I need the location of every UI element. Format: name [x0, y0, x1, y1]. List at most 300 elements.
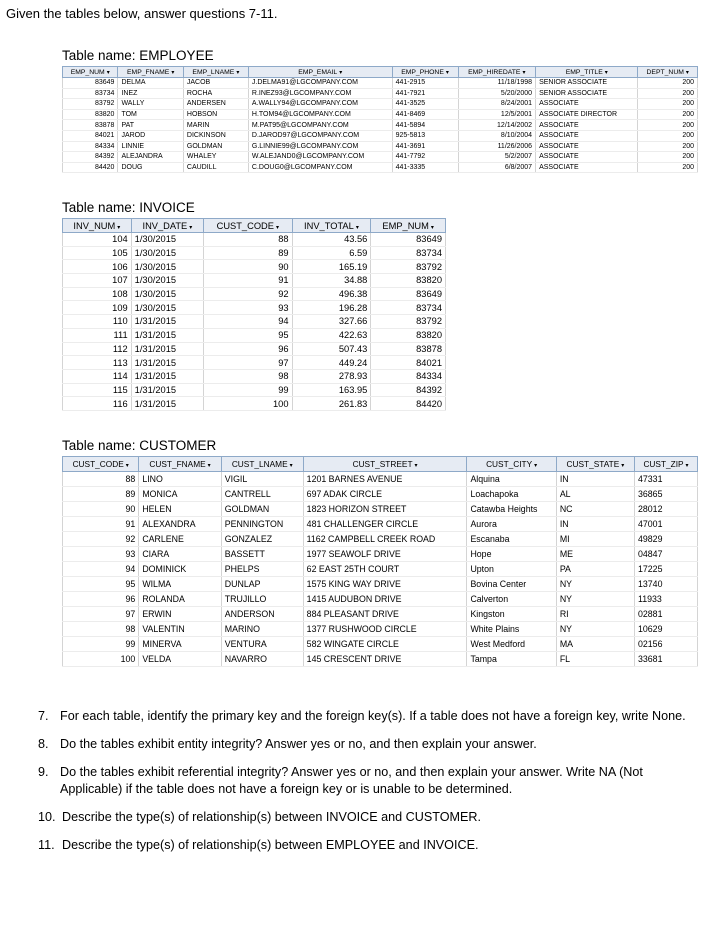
invoice-cell: 83649: [371, 287, 446, 301]
employee-cell: 441-3691: [392, 141, 458, 152]
invoice-cell: 1/30/2015: [131, 246, 203, 260]
customer-cell: 28012: [635, 502, 698, 517]
filter-dropdown-icon[interactable]: ▾: [189, 224, 193, 231]
customer-cell: TRUJILLO: [221, 592, 303, 607]
customer-cell: Upton: [467, 562, 556, 577]
customer-cell: 47001: [635, 517, 698, 532]
customer-cell: GOLDMAN: [221, 502, 303, 517]
invoice-cell: 95: [204, 328, 292, 342]
invoice-cell: 105: [63, 246, 132, 260]
customer-cell: 62 EAST 25TH COURT: [303, 562, 467, 577]
invoice-cell: 84334: [371, 369, 446, 383]
invoice-column-header[interactable]: [292, 219, 371, 233]
customer-cell: Loachapoka: [467, 487, 556, 502]
customer-cell: Hope: [467, 547, 556, 562]
invoice-cell: 91: [204, 274, 292, 288]
customer-cell: Tampa: [467, 652, 556, 667]
intro-text: Given the tables below, answer questions 7-11.: [6, 6, 278, 21]
invoice-cell: 83649: [371, 233, 446, 247]
table-row: [63, 383, 446, 397]
customer-cell: 17225: [635, 562, 698, 577]
invoice-cell: 109: [63, 301, 132, 315]
customer-cell: 49829: [635, 532, 698, 547]
employee-cell: HOBSON: [183, 109, 248, 120]
customer-cell: ALEXANDRA: [139, 517, 221, 532]
customer-cell: WILMA: [139, 577, 221, 592]
question-text: Describe the type(s) of relationship(s) between EMPLOYEE and INVOICE.: [62, 838, 479, 852]
employee-cell: ASSOCIATE DIRECTOR: [536, 109, 638, 120]
employee-cell: 83878: [63, 120, 118, 131]
customer-cell: 93: [63, 547, 139, 562]
invoice-header-row: [63, 219, 446, 233]
employee-body: [63, 78, 698, 173]
employee-cell: 83820: [63, 109, 118, 120]
customer-column-label: CUST_CITY: [486, 459, 533, 469]
employee-column-label: EMP_EMAIL: [298, 68, 338, 76]
customer-column-header[interactable]: [139, 457, 221, 472]
invoice-column-label: CUST_CODE: [216, 220, 274, 231]
customer-cell: NY: [556, 577, 634, 592]
employee-cell: DOUG: [118, 162, 183, 173]
customer-cell: 94: [63, 562, 139, 577]
invoice-cell: 113: [63, 356, 132, 370]
customer-cell: 95: [63, 577, 139, 592]
table-row: [63, 328, 446, 342]
customer-cell: MONICA: [139, 487, 221, 502]
invoice-cell: 97: [204, 356, 292, 370]
table-row: [63, 260, 446, 274]
table-row: [63, 274, 446, 288]
employee-cell: 441-7921: [392, 88, 458, 99]
employee-column-header[interactable]: [118, 67, 183, 78]
table-row: [63, 120, 698, 131]
invoice-column-header[interactable]: [131, 219, 203, 233]
invoice-column-header[interactable]: [63, 219, 132, 233]
invoice-cell: 83734: [371, 246, 446, 260]
employee-cell: ALEJANDRA: [118, 152, 183, 163]
customer-cell: 1415 AUDUBON DRIVE: [303, 592, 467, 607]
table-row: [63, 356, 446, 370]
customer-cell: VALENTIN: [139, 622, 221, 637]
customer-cell: VELDA: [139, 652, 221, 667]
filter-dropdown-icon[interactable]: ▾: [534, 463, 538, 469]
employee-cell: 441-8469: [392, 109, 458, 120]
employee-cell: 200: [638, 99, 698, 110]
question-text: Do the tables exhibit entity integrity? Answer yes or no, and then explain your answer.: [60, 737, 537, 751]
table-row: [63, 577, 698, 592]
customer-cell: 92: [63, 532, 139, 547]
invoice-cell: 110: [63, 315, 132, 329]
customer-cell: ROLANDA: [139, 592, 221, 607]
table-row: [63, 397, 446, 411]
customer-cell: 11933: [635, 592, 698, 607]
invoice-cell: 6.59: [292, 246, 371, 260]
invoice-column-label: INV_TOTAL: [304, 220, 354, 231]
employee-cell: 84420: [63, 162, 118, 173]
employee-cell: MARIN: [183, 120, 248, 131]
customer-cell: 1201 BARNES AVENUE: [303, 472, 467, 487]
customer-cell: 36865: [635, 487, 698, 502]
employee-header-row: [63, 67, 698, 78]
customer-cell: AL: [556, 487, 634, 502]
invoice-cell: 84420: [371, 397, 446, 411]
customer-cell: 02881: [635, 607, 698, 622]
employee-column-header[interactable]: [183, 67, 248, 78]
filter-dropdown-icon[interactable]: ▾: [685, 69, 689, 76]
invoice-cell: 106: [63, 260, 132, 274]
customer-cell: MA: [556, 637, 634, 652]
invoice-cell: 98: [204, 369, 292, 383]
customer-cell: 47331: [635, 472, 698, 487]
table-row: [63, 141, 698, 152]
filter-dropdown-icon[interactable]: ▾: [207, 463, 211, 469]
invoice-cell: 107: [63, 274, 132, 288]
customer-cell: White Plains: [467, 622, 556, 637]
question-number: 8.: [38, 737, 49, 751]
employee-column-label: EMP_FNAME: [127, 68, 170, 76]
customer-cell: 90: [63, 502, 139, 517]
table-row: [63, 607, 698, 622]
employee-cell: ROCHA: [183, 88, 248, 99]
customer-cell: 697 ADAK CIRCLE: [303, 487, 467, 502]
question-text: Do the tables exhibit referential integrity? Answer yes or no, and then explain your answer. Write NA (Not Applicable) if the table does not have a foreign key or is unable to be determined.: [60, 765, 643, 796]
employee-cell: 200: [638, 130, 698, 141]
invoice-column-label: INV_DATE: [142, 220, 188, 231]
invoice-cell: 84392: [371, 383, 446, 397]
customer-cell: Escanaba: [467, 532, 556, 547]
employee-cell: 8/10/2004: [458, 130, 536, 141]
filter-dropdown-icon[interactable]: ▾: [522, 69, 526, 76]
invoice-cell: 100: [204, 397, 292, 411]
employee-cell: 200: [638, 162, 698, 173]
customer-cell: DOMINICK: [139, 562, 221, 577]
invoice-cell: 1/30/2015: [131, 260, 203, 274]
question-text: For each table, identify the primary key and the foreign key(s). If a table does not have a foreign key, write None.: [60, 709, 686, 723]
invoice-cell: 83792: [371, 315, 446, 329]
employee-cell: 200: [638, 109, 698, 120]
customer-cell: MINERVA: [139, 637, 221, 652]
table-row: [63, 502, 698, 517]
invoice-cell: 43.56: [292, 233, 371, 247]
employee-cell: ASSOCIATE: [536, 141, 638, 152]
employee-cell: TOM: [118, 109, 183, 120]
customer-cell: RI: [556, 607, 634, 622]
invoice-cell: 114: [63, 369, 132, 383]
customer-cell: Calverton: [467, 592, 556, 607]
customer-cell: VIGIL: [221, 472, 303, 487]
employee-cell: 83792: [63, 99, 118, 110]
invoice-cell: 507.43: [292, 342, 371, 356]
filter-dropdown-icon[interactable]: ▾: [355, 224, 359, 231]
customer-cell: Catawba Heights: [467, 502, 556, 517]
invoice-cell: 422.63: [292, 328, 371, 342]
table-row: [63, 637, 698, 652]
invoice-cell: 327.66: [292, 315, 371, 329]
customer-cell: NAVARRO: [221, 652, 303, 667]
customer-column-label: CUST_STREET: [352, 459, 413, 469]
table-row: [63, 88, 698, 99]
customer-cell: PHELPS: [221, 562, 303, 577]
employee-cell: 84021: [63, 130, 118, 141]
customer-cell: LINO: [139, 472, 221, 487]
customer-cell: 97: [63, 607, 139, 622]
filter-dropdown-icon[interactable]: ▾: [621, 463, 625, 469]
employee-cell: 84392: [63, 152, 118, 163]
employee-cell: H.TOM94@LGCOMPANY.COM: [248, 109, 392, 120]
employee-column-header[interactable]: [248, 67, 392, 78]
employee-cell: 5/20/2000: [458, 88, 536, 99]
invoice-body: [63, 233, 446, 411]
table-row: [63, 517, 698, 532]
filter-dropdown-icon[interactable]: ▾: [685, 463, 689, 469]
employee-cell: 200: [638, 141, 698, 152]
table-row: [63, 487, 698, 502]
customer-cell: PA: [556, 562, 634, 577]
filter-dropdown-icon[interactable]: ▾: [339, 69, 343, 76]
invoice-cell: 1/30/2015: [131, 287, 203, 301]
employee-cell: 83649: [63, 78, 118, 89]
filter-dropdown-icon[interactable]: ▾: [604, 69, 608, 76]
employee-cell: 441-3335: [392, 162, 458, 173]
employee-cell: CAUDILL: [183, 162, 248, 173]
employee-cell: 83734: [63, 88, 118, 99]
customer-cell: 1977 SEAWOLF DRIVE: [303, 547, 467, 562]
invoice-cell: 83820: [371, 328, 446, 342]
invoice-column-label: EMP_NUM: [382, 220, 429, 231]
invoice-cell: 93: [204, 301, 292, 315]
employee-column-label: DEPT_NUM: [646, 68, 684, 76]
employee-cell: ANDERSEN: [183, 99, 248, 110]
question-item: [38, 764, 698, 798]
filter-dropdown-icon[interactable]: ▾: [117, 224, 121, 231]
customer-cell: 1162 CAMPBELL CREEK ROAD: [303, 532, 467, 547]
table-row: [63, 130, 698, 141]
filter-dropdown-icon[interactable]: ▾: [275, 224, 279, 231]
employee-column-label: EMP_TITLE: [565, 68, 603, 76]
employee-cell: 200: [638, 120, 698, 131]
invoice-cell: 261.83: [292, 397, 371, 411]
employee-cell: SENIOR ASSOCIATE: [536, 88, 638, 99]
filter-dropdown-icon[interactable]: ▾: [236, 69, 240, 76]
employee-cell: 441-7792: [392, 152, 458, 163]
employee-cell: A.WALLY94@LGCOMPANY.COM: [248, 99, 392, 110]
customer-column-header[interactable]: [63, 457, 139, 472]
question-text: Describe the type(s) of relationship(s) between INVOICE and CUSTOMER.: [62, 810, 482, 824]
customer-cell: ANDERSON: [221, 607, 303, 622]
customer-cell: 100: [63, 652, 139, 667]
table-row: [63, 369, 446, 383]
customer-cell: MARINO: [221, 622, 303, 637]
table-row: [63, 301, 446, 315]
employee-cell: 84334: [63, 141, 118, 152]
employee-cell: R.INEZ93@LGCOMPANY.COM: [248, 88, 392, 99]
customer-cell: 1377 RUSHWOOD CIRCLE: [303, 622, 467, 637]
customer-table: [62, 456, 698, 667]
customer-column-label: CUST_LNAME: [231, 459, 288, 469]
table-row: [63, 592, 698, 607]
question-number: 9.: [38, 765, 49, 779]
employee-column-label: EMP_HIREDATE: [468, 68, 521, 76]
customer-cell: West Medford: [467, 637, 556, 652]
invoice-cell: 112: [63, 342, 132, 356]
employee-cell: 441-3525: [392, 99, 458, 110]
invoice-cell: 96: [204, 342, 292, 356]
employee-column-label: EMP_PHONE: [401, 68, 444, 76]
customer-cell: 89: [63, 487, 139, 502]
invoice-table: [62, 218, 446, 411]
customer-cell: IN: [556, 517, 634, 532]
question-item: [38, 837, 698, 854]
customer-cell: Kingston: [467, 607, 556, 622]
customer-cell: IN: [556, 472, 634, 487]
invoice-cell: 89: [204, 246, 292, 260]
customer-cell: CANTRELL: [221, 487, 303, 502]
filter-dropdown-icon[interactable]: ▾: [414, 463, 418, 469]
customer-cell: NY: [556, 622, 634, 637]
invoice-cell: 111: [63, 328, 132, 342]
invoice-cell: 196.28: [292, 301, 371, 315]
employee-cell: SENIOR ASSOCIATE: [536, 78, 638, 89]
employee-column-header[interactable]: [63, 67, 118, 78]
employee-cell: M.PAT95@LGCOMPANY.COM: [248, 120, 392, 131]
invoice-cell: 84021: [371, 356, 446, 370]
table-row: [63, 652, 698, 667]
customer-cell: DUNLAP: [221, 577, 303, 592]
customer-cell: 145 CRESCENT DRIVE: [303, 652, 467, 667]
customer-cell: VENTURA: [221, 637, 303, 652]
employee-cell: PAT: [118, 120, 183, 131]
customer-cell: NY: [556, 592, 634, 607]
customer-cell: 884 PLEASANT DRIVE: [303, 607, 467, 622]
table-row: [63, 233, 446, 247]
employee-cell: ASSOCIATE: [536, 162, 638, 173]
employee-cell: ASSOCIATE: [536, 99, 638, 110]
invoice-cell: 116: [63, 397, 132, 411]
employee-cell: DICKINSON: [183, 130, 248, 141]
table-row: [63, 315, 446, 329]
customer-cell: Bovina Center: [467, 577, 556, 592]
filter-dropdown-icon[interactable]: ▾: [430, 224, 434, 231]
invoice-cell: 83820: [371, 274, 446, 288]
customer-column-label: CUST_STATE: [566, 459, 620, 469]
customer-header-row: [63, 457, 698, 472]
customer-column-header[interactable]: [221, 457, 303, 472]
table-row: [63, 532, 698, 547]
customer-column-header[interactable]: [467, 457, 556, 472]
invoice-column-header[interactable]: [204, 219, 292, 233]
invoice-cell: 165.19: [292, 260, 371, 274]
customer-cell: 02156: [635, 637, 698, 652]
employee-cell: 200: [638, 88, 698, 99]
employee-cell: JAROD: [118, 130, 183, 141]
invoice-cell: 1/31/2015: [131, 315, 203, 329]
employee-column-header[interactable]: [536, 67, 638, 78]
customer-cell: CARLENE: [139, 532, 221, 547]
table-row: [63, 162, 698, 173]
table-row: [63, 152, 698, 163]
invoice-cell: 90: [204, 260, 292, 274]
employee-column-header[interactable]: [458, 67, 536, 78]
customer-cell: Alquina: [467, 472, 556, 487]
employee-cell: 441-5894: [392, 120, 458, 131]
invoice-cell: 1/30/2015: [131, 274, 203, 288]
invoice-cell: 108: [63, 287, 132, 301]
invoice-cell: 449.24: [292, 356, 371, 370]
customer-column-header[interactable]: [303, 457, 467, 472]
filter-dropdown-icon[interactable]: ▾: [445, 69, 449, 76]
invoice-cell: 99: [204, 383, 292, 397]
customer-cell: 13740: [635, 577, 698, 592]
employee-cell: G.LINNIE99@LGCOMPANY.COM: [248, 141, 392, 152]
employee-cell: 11/26/2006: [458, 141, 536, 152]
employee-column-header[interactable]: [638, 67, 698, 78]
filter-dropdown-icon[interactable]: ▾: [125, 463, 129, 469]
employee-cell: W.ALEJAND0@LGCOMPANY.COM: [248, 152, 392, 163]
table-row: [63, 342, 446, 356]
employee-table-title: Table name: EMPLOYEE: [62, 48, 214, 63]
invoice-cell: 1/30/2015: [131, 301, 203, 315]
employee-cell: 925-5813: [392, 130, 458, 141]
customer-cell: 88: [63, 472, 139, 487]
table-row: [63, 547, 698, 562]
question-number: 7.: [38, 709, 49, 723]
invoice-column-label: INV_NUM: [73, 220, 116, 231]
invoice-cell: 83878: [371, 342, 446, 356]
invoice-cell: 1/30/2015: [131, 233, 203, 247]
invoice-cell: 92: [204, 287, 292, 301]
employee-column-label: EMP_NUM: [70, 68, 105, 76]
filter-dropdown-icon[interactable]: ▾: [289, 463, 293, 469]
employee-column-header[interactable]: [392, 67, 458, 78]
customer-column-header[interactable]: [556, 457, 634, 472]
customer-cell: 1823 HORIZON STREET: [303, 502, 467, 517]
invoice-cell: 496.38: [292, 287, 371, 301]
invoice-cell: 83734: [371, 301, 446, 315]
employee-cell: 441-2915: [392, 78, 458, 89]
table-row: [63, 562, 698, 577]
customer-column-label: CUST_FNAME: [149, 459, 206, 469]
customer-cell: 96: [63, 592, 139, 607]
employee-cell: GOLDMAN: [183, 141, 248, 152]
table-row: [63, 287, 446, 301]
invoice-column-header[interactable]: [371, 219, 446, 233]
employee-cell: DELMA: [118, 78, 183, 89]
invoice-cell: 163.95: [292, 383, 371, 397]
invoice-cell: 1/31/2015: [131, 356, 203, 370]
customer-cell: 98: [63, 622, 139, 637]
customer-cell: MI: [556, 532, 634, 547]
employee-cell: LINNIE: [118, 141, 183, 152]
customer-cell: 99: [63, 637, 139, 652]
customer-column-header[interactable]: [635, 457, 698, 472]
employee-cell: C.DOUG0@LGCOMPANY.COM: [248, 162, 392, 173]
question-list: [38, 708, 698, 865]
customer-column-label: CUST_ZIP: [643, 459, 684, 469]
filter-dropdown-icon[interactable]: ▾: [171, 69, 175, 76]
customer-cell: CIARA: [139, 547, 221, 562]
invoice-cell: 88: [204, 233, 292, 247]
invoice-cell: 104: [63, 233, 132, 247]
customer-cell: NC: [556, 502, 634, 517]
invoice-cell: 83792: [371, 260, 446, 274]
employee-cell: ASSOCIATE: [536, 120, 638, 131]
employee-cell: 8/24/2001: [458, 99, 536, 110]
filter-dropdown-icon[interactable]: ▾: [106, 69, 110, 76]
customer-cell: Aurora: [467, 517, 556, 532]
employee-cell: JACOB: [183, 78, 248, 89]
invoice-cell: 1/31/2015: [131, 397, 203, 411]
table-row: [63, 472, 698, 487]
